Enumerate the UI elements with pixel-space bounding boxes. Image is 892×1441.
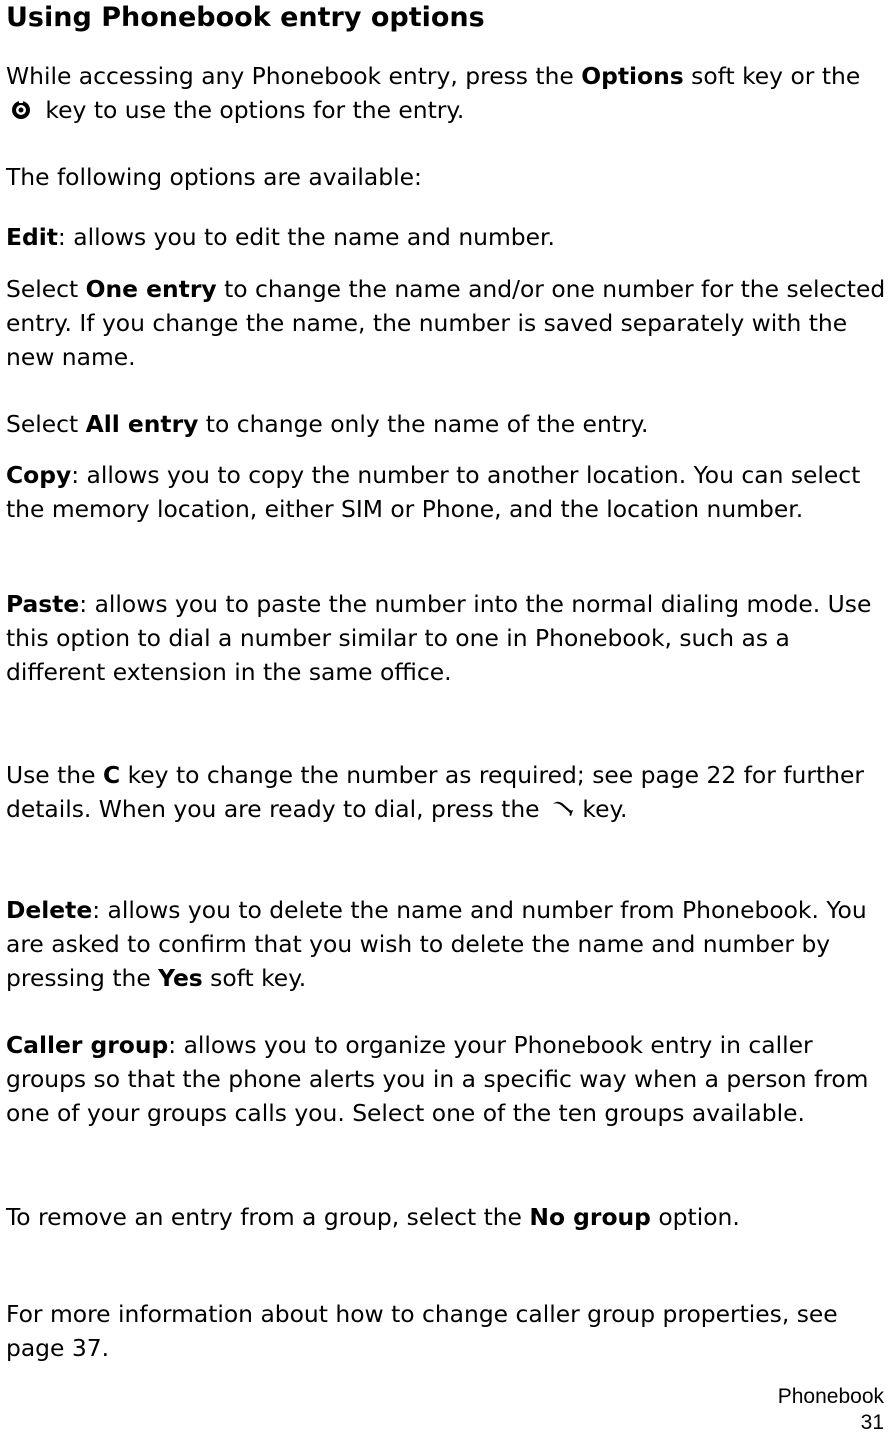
nav-key-icon bbox=[10, 99, 32, 121]
options-intro: The following options are available: bbox=[6, 163, 422, 191]
intro-text-b: soft key or the bbox=[683, 62, 861, 90]
edit-desc: : allows you to edit the name and number. bbox=[57, 223, 555, 251]
one-entry-pre: Select bbox=[6, 275, 86, 303]
intro-text-a: While accessing any Phonebook entry, press the bbox=[6, 62, 582, 90]
edit-term: Edit bbox=[6, 223, 58, 251]
send-key-icon bbox=[551, 799, 575, 819]
caller-group-more-info: For more information about how to change caller group properties, see page 37. bbox=[6, 1300, 838, 1362]
use-pre: Use the bbox=[6, 761, 103, 789]
options-term: Options bbox=[581, 62, 684, 90]
all-entry-term: All entry bbox=[85, 410, 199, 438]
edit-option bbox=[6, 220, 886, 254]
caller-group-option bbox=[6, 1028, 886, 1130]
use-post: key. bbox=[574, 795, 628, 823]
copy-term: Copy bbox=[6, 461, 72, 489]
delete-term: Delete bbox=[6, 896, 93, 924]
all-entry-pre: Select bbox=[6, 410, 86, 438]
all-entry-post: to change only the name of the entry. bbox=[198, 410, 649, 438]
caller-group-remove bbox=[6, 1200, 886, 1234]
caller-group-term: Caller group bbox=[6, 1031, 169, 1059]
edit-all-entry bbox=[6, 407, 886, 441]
footer-section: Phonebook bbox=[777, 1385, 884, 1408]
remove-pre: To remove an entry from a group, select the bbox=[6, 1203, 530, 1231]
one-entry-post: to change the name and/or one number for the selected entry. If you change the name, the number is saved separately with the new name. bbox=[6, 275, 886, 371]
delete-option bbox=[6, 893, 886, 995]
yes-term: Yes bbox=[158, 964, 203, 992]
intro-paragraph bbox=[6, 59, 886, 127]
copy-option bbox=[6, 458, 886, 526]
c-key-term: C bbox=[102, 761, 121, 789]
use-mid: key to change the number as required; see page 22 for further details. When you are ready to dial, press the bbox=[6, 761, 864, 823]
paste-term: Paste bbox=[6, 590, 80, 618]
delete-desc-b: soft key. bbox=[202, 964, 307, 992]
paste-option bbox=[6, 587, 886, 689]
paste-use-c-key bbox=[6, 758, 886, 826]
page-number: 31 bbox=[860, 1411, 884, 1434]
no-group-term: No group bbox=[529, 1203, 651, 1231]
paste-desc: : allows you to paste the number into the normal dialing mode. Use this option to dial a number similar to one in Phonebook, such as a different extension in the same office. bbox=[6, 590, 872, 686]
page-title: Using Phonebook entry options bbox=[6, 2, 485, 33]
copy-desc: : allows you to copy the number to another location. You can select the memory location, either SIM or Phone, and the location number. bbox=[6, 461, 861, 523]
intro-text-c: key to use the options for the entry. bbox=[38, 96, 465, 124]
caller-group-desc: : allows you to organize your Phonebook entry in caller groups so that the phone alerts you in a specific way when a person from one of your groups calls you. Select one of the ten groups available. bbox=[6, 1031, 869, 1127]
edit-one-entry bbox=[6, 272, 886, 374]
one-entry-term: One entry bbox=[85, 275, 217, 303]
delete-desc-a: : allows you to delete the name and number from Phonebook. You are asked to confirm that you wish to delete the name and number by pressing the bbox=[6, 896, 867, 992]
remove-post: option. bbox=[650, 1203, 740, 1231]
